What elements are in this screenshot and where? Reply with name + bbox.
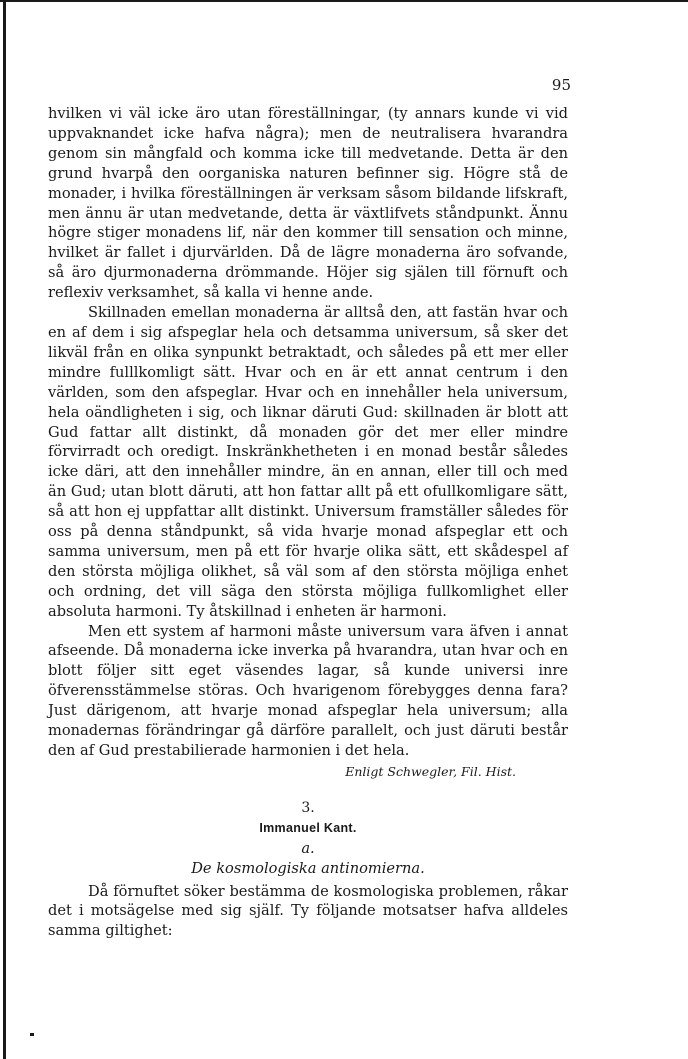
scan-edge-left [3, 0, 6, 1059]
scan-speck [30, 1033, 34, 1036]
page-number: 95 [551, 76, 571, 94]
paragraph-2: Skillnaden emellan monaderna är alltså den, att fastän hvar och en af dem i sig afspeglar hela och detsamma universum, så sker det likväl från en olika synpunkt betraktadt, och således på ett mer eller mindre fulllkomligt sätt. Hvar och en är ett annat centrum i den världen, som den afspeglar. Hvar och en innehåller hela universum, hela oändligheten i sig, och liknar däruti Gud: skillnaden är blott att Gud fattar allt distinkt, då monaden gör det mer eller mindre förvirradt och oredigt. Inskränkhetheten i en monad består således icke däri, att den innehåller mindre, än en annan, eller till och med än Gud; utan blott däruti, att hon fattar allt på ett ofullkomligare sätt, så att hon ej uppfattar allt distinkt. Universum framställer således för oss på denna ståndpunkt, så vida hvarje monad afspeglar ett och samma universum, men på ett för hvarje olika sätt, ett skådespel af den största möjliga olikhet, så väl som af den största möjliga enhet och ordning, det vill säga den största möjliga fullkomlighet eller absoluta harmoni. Ty åtskillnad i enheten är harmoni. [48, 304, 568, 620]
page-body [48, 104, 568, 941]
subsection-title: De kosmologiska antinomierna. [191, 859, 425, 877]
section-title: Immanuel Kant. [259, 820, 357, 835]
closing-paragraph: Då förnuftet söker bestämma de kosmologiska problemen, råkar det i motsägelse med sig själf. Ty följande motsatser hafva alldeles samma giltighet: [48, 882, 568, 940]
subsection-letter: a. [301, 839, 315, 857]
paragraph-1: hvilken vi väl icke äro utan föreställningar, (ty annars kunde vi vid uppvaknandet icke hafva några); men de neutralisera hvarandra genom sin mångfald och komma icke till medvetande. Detta är den grund hvarpå den oorganiska naturen befinner sig. Högre stå de monader, i hvilka föreställningen är verksam såsom bildande lifskraft, men ännu är utan medvetande, detta är växtlifvets ståndpunkt. Ännu högre stiger monadens lif, när den kommer till sensation och minne, hvilket är fallet i djurvärlden. Då de lägre monaderna äro sofvande, så äro djurmonaderna drömmande. Höjer sig själen till förnuft och reflexiv verksamhet, så kalla vi henne ande. [48, 105, 568, 302]
paragraph-3: Men ett system af harmoni måste universum vara äfven i annat afseende. Då monaderna icke inverka på hvarandra, utan hvar och en blott följer sitt eget väsendes lagar, så kunde universi inre öfverensstämmelse störas. Och hvarigenom förebygges denna fara? Just därigenom, att hvarje monad afspeglar hela universum; alla monadernas förändringar gå därföre parallelt, och just däruti består den af Gud prestabilierade harmonien i det hela. [48, 622, 568, 759]
attribution: Enligt Schwegler, Fil. Hist. [345, 763, 516, 779]
section-number: 3. [301, 799, 315, 816]
scan-edge-top [0, 0, 688, 2]
